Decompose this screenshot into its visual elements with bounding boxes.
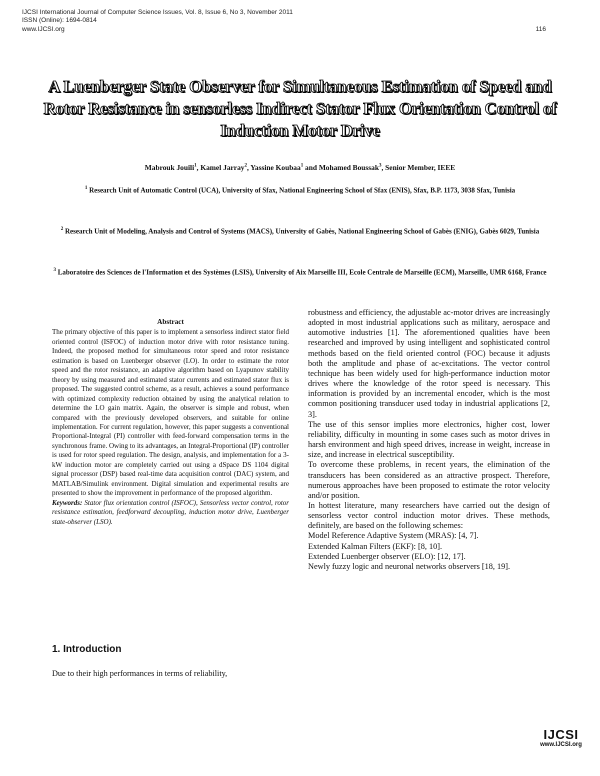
abstract-body: The primary objective of this paper is to implement a sensorless indirect stator field oriented control (ISFOC) of induction motor drive with rotor resistance tuning. Indeed, the proposed method for simultaneous rotor speed and rotor resistance estimation is based on Luenberger observer (LO). In order to estimate the rotor speed and the rotor resistance, an adaptive algorithm based on Lyapunov stability theory by using measured and estimated stator currents and estimated stator flux is proposed. The suggested control scheme, as a result, achieves a sound performance with optimized complexity reduction obtained by using the analytical relation to determine the LO gain matrix. Again, the observer is simple and robust, when compared with the previously developed observers, and suitable for online implementation. For current regulation, however, this paper suggests a conventional Proportional-Integral (PI) controller with feed-forward compensation terms in the synchronous frame. Owing to its advantages, an Integral-Proportional (IP) controller is used for rotor speed regulation. The design, analysis, and implementation for a 3-kW induction motor are completely carried out using a dSpace DS 1104 digital signal processor (DSP) based real-time data acquisition control (DAC) system, and MATLAB/Simulink environment. Digital simulation and experimental results are presented to show the improvement in performance of the proposed algorithm. xyxy=(52,328,289,498)
paragraph: The use of this sensor implies more electronics, higher cost, lower reliability, difficulty in mounting in some cases such as motor drives in harsh environment and high speed drives, increase in weight, increase in size, and increase in electrical susceptibility. xyxy=(308,419,550,460)
author-2-affiliation: 2 xyxy=(244,163,247,169)
affiliation-2-text: Research Unit of Modeling, Analysis and Control of Systems (MACS), University of Gabès, National Engineering School of Gabès (ENIG), Gabès 6029, Tunisia xyxy=(63,227,540,236)
paragraph: In hottest literature, many researchers have carried out the design of sensorless vector control induction motor drives. These methods, definitely, are based on the following schemes: xyxy=(308,500,550,531)
paragraph: robustness and efficiency, the adjustable ac-motor drives are increasingly adopted in most industrial applications such as military, aerospace and automotive industries [1]. The aforementioned qualities have been researched and improved by using intelligent and sophisticated control methods based on the field oriented control (FOC) because it adjusts both the amplitude and phase of ac-excitations. The vector control technique has been widely used for high-performance induction motor drives where the knowledge of the rotor speed is necessary. This information is provided by an incremental encoder, which is the most common positioning transducer used today in industrial applications [2, 3]. xyxy=(308,308,550,419)
scheme-item: Newly fuzzy logic and neuronal networks observers [18, 19]. xyxy=(308,561,511,571)
paragraph: To overcome these problems, in recent years, the elimination of the transducers has been considered as an attractive prospect. Therefore, numerous approaches have been proposed to estimate the rotor velocity and/or position. xyxy=(308,460,550,500)
affiliation-2 xyxy=(50,224,550,238)
affiliation-1 xyxy=(50,183,550,197)
scheme-item: Extended Kalman Filters (EKF): [8, 10]. xyxy=(308,541,443,551)
right-column xyxy=(308,308,550,572)
journal-citation: IJCSI International Journal of Computer Science Issues, Vol. 8, Issue 6, No 3, November 2011 xyxy=(22,9,293,16)
keywords xyxy=(52,499,289,527)
affiliation-2-number: 2 xyxy=(60,227,64,232)
keywords-text: Stator flux orientation control (ISFOC), Sensorless vector control, rotor resistance estimation, feedforward decoupling, induction motor drive, Luenberger state-observer (LSO). xyxy=(52,498,289,526)
abstract-section xyxy=(52,318,289,527)
journal-header xyxy=(22,9,582,34)
journal-website[interactable]: www.IJCSI.org xyxy=(22,25,65,33)
logo-url[interactable]: www.IJCSI.org xyxy=(540,742,582,748)
paper-title: A Luenberger State Observer for Simultaneous Estimation of Speed and Rotor Resistance in sensorless Indirect Stator Flux Orientation Control of Induction Motor Drive xyxy=(43,77,557,140)
scheme-item: Model Reference Adaptive System (MRAS): [4, 7]. xyxy=(308,531,479,541)
ijcsi-logo xyxy=(536,727,586,767)
author-4: and Mohamed Boussak xyxy=(303,163,379,172)
affiliation-1-number: 1 xyxy=(84,186,88,191)
affiliation-1-text: Research Unit of Automatic Control (UCA), University of Sfax, National Engineering School of Sfax (ENIS), Sfax, B.P. 1173, 3038 Sfax, Tunisia xyxy=(87,186,516,195)
affiliation-3-number: 3 xyxy=(53,268,56,273)
affiliation-3 xyxy=(50,265,550,279)
author-4-title: , Senior Member, IEEE xyxy=(381,163,456,172)
author-3-affiliation: 1 xyxy=(300,163,304,169)
author-2: , Kamel Jarray xyxy=(196,163,245,172)
author-list xyxy=(40,163,560,172)
intro-first-line: Due to their high performances in terms of reliability, xyxy=(52,669,228,678)
author-4-affiliation: 3 xyxy=(378,163,382,169)
affiliation-3-text: Laboratoire des Sciences de l'Information et des Systèmes (LSIS), University of Aix Marseille III, Ecole Centrale de Marseille (ECM), Marseille, UMR 6168, France xyxy=(55,268,547,277)
page-number: 116 xyxy=(535,26,546,33)
author-3: , Yassine Koubaa xyxy=(246,163,301,172)
author-1-affiliation: 1 xyxy=(194,163,197,169)
logo-mark: IJCSI xyxy=(543,727,579,742)
scheme-item: Extended Luenberger observer (ELO): [12, 17]. xyxy=(308,551,466,561)
author-1: Mabrouk Jouili xyxy=(144,163,195,172)
issn-line: ISSN (Online): 1694-0814 xyxy=(22,17,97,25)
keywords-label: Keywords: xyxy=(52,498,83,507)
abstract-heading: Abstract xyxy=(157,318,184,326)
section-heading-introduction: 1. Introduction xyxy=(52,644,122,655)
